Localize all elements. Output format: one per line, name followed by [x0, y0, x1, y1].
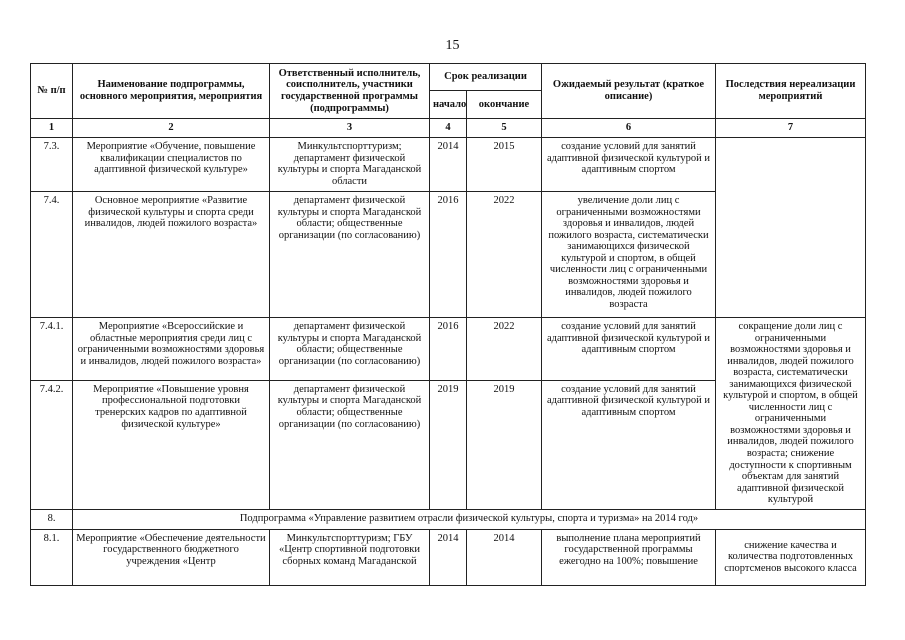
subprogram-number: 8. [31, 509, 73, 529]
header-num: № п/п [31, 64, 73, 119]
row-end: 2014 [467, 529, 542, 585]
row-number: 7.3. [31, 138, 73, 192]
page-number: 15 [445, 38, 460, 53]
row-number: 8.1. [31, 529, 73, 585]
row-result: создание условий для занятий адаптивной физической культурой и адаптивным спортом [542, 318, 716, 381]
row-start: 2016 [430, 318, 467, 381]
row-end: 2015 [467, 138, 542, 192]
row-result: выполнение плана мероприятий государственной программы ежегодно на 100%; повышение [542, 529, 716, 585]
column-number: 2 [73, 119, 270, 138]
header-period: Срок реализации [430, 64, 542, 91]
row-name: Мероприятие «Обучение, повышение квалификации специалистов по адаптивной физической культуре» [73, 138, 270, 192]
row-executor: Минкультспорттуризм; департамент физической культуры и спорта Магаданской области [270, 138, 430, 192]
header-consequence: Последствия нереализации мероприятий [716, 64, 866, 119]
row-executor: департамент физической культуры и спорта Магаданской области; общественные организации (по согласованию) [270, 380, 430, 509]
program-table [30, 63, 866, 586]
header-executor: Ответственный исполнитель, соисполнитель, участники государственной программы (подпрограммы) [270, 64, 430, 119]
row-end: 2022 [467, 192, 542, 318]
column-number: 1 [31, 119, 73, 138]
column-number: 6 [542, 119, 716, 138]
row-end: 2019 [467, 380, 542, 509]
row-consequence: снижение качества и количества подготовленных спортсменов высокого класса [716, 529, 866, 585]
row-start: 2014 [430, 529, 467, 585]
row-consequence-empty [716, 138, 866, 318]
subprogram-row [31, 509, 866, 529]
row-name: Мероприятие «Всероссийские и областные мероприятия среди лиц с ограниченными возможностями здоровья и инвалидов, людей пожилого возраста» [73, 318, 270, 381]
row-end: 2022 [467, 318, 542, 381]
row-number: 7.4. [31, 192, 73, 318]
column-number: 5 [467, 119, 542, 138]
row-name: Основное мероприятие «Развитие физической культуры и спорта среди инвалидов, людей пожилого возраста» [73, 192, 270, 318]
row-result: создание условий для занятий адаптивной физической культурой и адаптивным спортом [542, 138, 716, 192]
row-executor: департамент физической культуры и спорта Магаданской области; общественные организации (по согласованию) [270, 318, 430, 381]
column-number: 4 [430, 119, 467, 138]
row-name: Мероприятие «Обеспечение деятельности государственного бюджетного учреждения «Центр [73, 529, 270, 585]
row-start: 2016 [430, 192, 467, 318]
subprogram-title: Подпрограмма «Управление развитием отрасли физической культуры, спорта и туризма» на 2014 год» [73, 509, 866, 529]
row-start: 2014 [430, 138, 467, 192]
table-row [31, 529, 866, 585]
table-row [31, 138, 866, 192]
column-number: 7 [716, 119, 866, 138]
row-start: 2019 [430, 380, 467, 509]
row-executor: Минкультспорттуризм; ГБУ «Центр спортивной подготовки сборных команд Магаданской [270, 529, 430, 585]
row-number: 7.4.1. [31, 318, 73, 381]
row-name: Мероприятие «Повышение уровня профессиональной подготовки тренерских кадров по адаптивной физической культуре» [73, 380, 270, 509]
table-row [31, 318, 866, 381]
header-end: окончание [467, 91, 542, 119]
column-number: 3 [270, 119, 430, 138]
row-number: 7.4.2. [31, 380, 73, 509]
header-start: начало [430, 91, 467, 119]
row-result: создание условий для занятий адаптивной физической культурой и адаптивным спортом [542, 380, 716, 509]
header-result: Ожидаемый результат (краткое описание) [542, 64, 716, 119]
row-result: увеличение доли лиц с ограниченными возможностями здоровья и инвалидов, людей пожилого возраста, систематически занимающихся физической культурой и спортом, в общей численности лиц с ограниченными возможностями здоровья и инвалидов, людей пожилого возраста [542, 192, 716, 318]
row-executor: департамент физической культуры и спорта Магаданской области; общественные организации (по согласованию) [270, 192, 430, 318]
header-name: Наименование подпрограммы, основного мероприятия, мероприятия [73, 64, 270, 119]
row-consequence: сокращение доли лиц с ограниченными возможностями здоровья и инвалидов, людей пожилого возраста, систематически занимающихся физической культурой и спортом, в общей численности лиц с ограниченными возможностями здоровья и инвалидов, людей пожилого возраста; снижение доступности к спортивным объектам для занятий адаптивной физической культурой [716, 318, 866, 510]
